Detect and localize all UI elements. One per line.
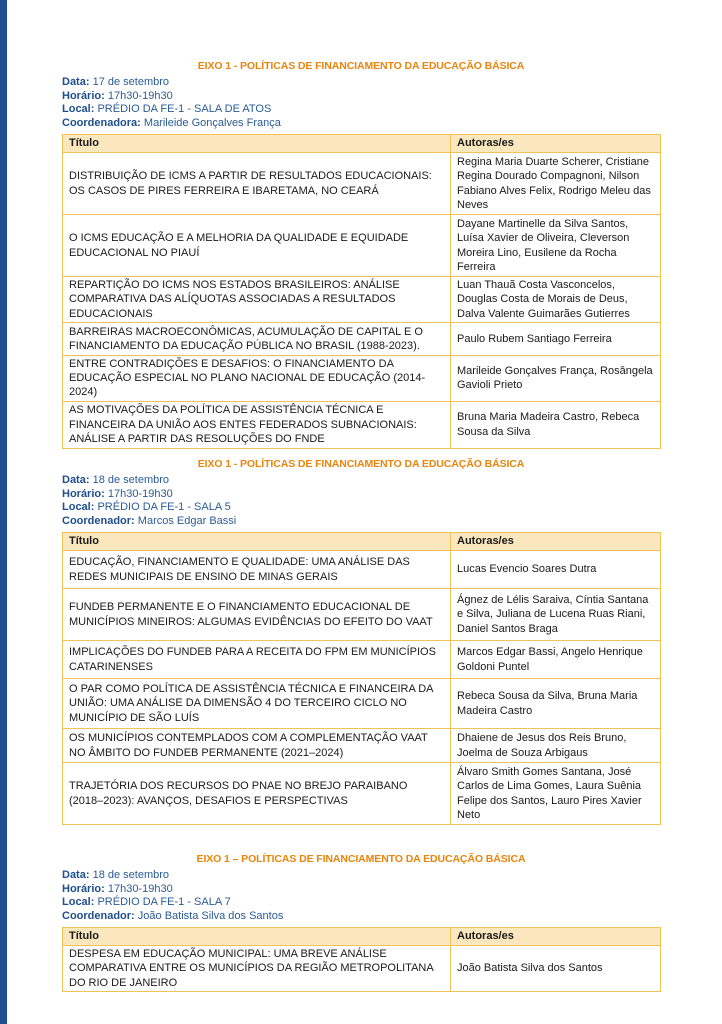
coordinator-label: Coordenador: — [62, 909, 135, 922]
date-label: Data: — [62, 869, 90, 881]
paper-authors: Luan Thauã Costa Vasconcelos, Douglas Costa de Morais de Deus, Dalva Valente Guimarães Gutierres — [451, 277, 661, 323]
table-row — [63, 679, 661, 729]
session-meta — [62, 869, 660, 923]
column-header-title: Título — [63, 135, 451, 153]
location-label: Local: — [62, 896, 95, 908]
location-label: Local: — [62, 103, 95, 115]
paper-authors: Lucas Evencio Soares Dutra — [451, 551, 661, 589]
paper-title: FUNDEB PERMANENTE E O FINANCIAMENTO EDUCACIONAL DE MUNICÍPIOS MINEIROS: ALGUMAS EVIDÊNCIAS DO EFEITO DO VAAT — [63, 589, 451, 641]
paper-title: O PAR COMO POLÍTICA DE ASSISTÊNCIA TÉCNICA E FINANCEIRA DA UNIÃO: UMA ANÁLISE DA DIMENSÃO 4 DO TERCEIRO CICLO NO MUNICÍPIO DE SÃO LUÍS — [63, 679, 451, 729]
paper-title: EDUCAÇÃO, FINANCIAMENTO E QUALIDADE: UMA ANÁLISE DAS REDES MUNICIPAIS DE ENSINO DE MINAS GERAIS — [63, 551, 451, 589]
coordinator-label: Coordenadora: — [62, 116, 141, 129]
paper-title: DESPESA EM EDUCAÇÃO MUNICIPAL: UMA BREVE ANÁLISE COMPARATIVA ENTRE OS MUNICÍPIOS DA REGIÃO METROPOLITANA DO RIO DE JANEIRO — [63, 946, 451, 992]
paper-title: IMPLICAÇÕES DO FUNDEB PARA A RECEITA DO FPM EM MUNICÍPIOS CATARINENSES — [63, 641, 451, 679]
paper-authors: Regina Maria Duarte Scherer, Cristiane Regina Dourado Compagnoni, Nilson Fabiano Alves Felix, Rodrigo Meleu das Neves — [451, 153, 661, 215]
coordinator-value: Marcos Edgar Bassi — [137, 514, 237, 527]
paper-authors: Dhaiene de Jesus dos Reis Bruno, Joelma de Souza Arbigaus — [451, 729, 661, 763]
paper-title: DISTRIBUIÇÃO DE ICMS A PARTIR DE RESULTADOS EDUCACIONAIS: OS CASOS DE PIRES FERREIRA E IBARETAMA, NO CEARÁ — [63, 153, 451, 215]
table-row — [63, 153, 661, 215]
column-header-authors: Autoras/es — [451, 135, 661, 153]
location-value: PRÉDIO DA FE-1 - SALA DE ATOS — [97, 103, 272, 115]
paper-authors: Marcos Edgar Bassi, Angelo Henrique Goldoni Puntel — [451, 641, 661, 679]
location-label: Local: — [62, 501, 95, 513]
session-block-2 — [62, 458, 660, 825]
date-label: Data: — [62, 76, 90, 88]
papers-table — [62, 927, 661, 992]
paper-title: OS MUNICÍPIOS CONTEMPLADOS COM A COMPLEMENTAÇÃO VAAT NO ÂMBITO DO FUNDEB PERMANENTE (2021–2024) — [63, 729, 451, 763]
paper-title: BARREIRAS MACROECONÔMICAS, ACUMULAÇÃO DE CAPITAL E O FINANCIAMENTO DA EDUCAÇÃO PÚBLICA NO BRASIL (1988-2023). — [63, 323, 451, 356]
time-value: 17h30-19h30 — [107, 882, 173, 895]
paper-authors: Dayane Martinelle da Silva Santos, Luísa Xavier de Oliveira, Cleverson Moreira Lino, Eusilene da Rocha Ferreira — [451, 215, 661, 277]
time-value: 17h30-19h30 — [107, 487, 173, 500]
paper-authors: Marileide Gonçalves França, Rosângela Gavioli Prieto — [451, 356, 661, 402]
table-row — [63, 946, 661, 992]
time-label: Horário: — [62, 487, 105, 500]
session-meta — [62, 76, 660, 130]
coordinator-label: Coordenador: — [62, 514, 135, 527]
paper-authors: Paulo Rubem Santiago Ferreira — [451, 323, 661, 356]
date-label: Data: — [62, 474, 90, 486]
table-row — [63, 401, 661, 448]
paper-authors: Ágnez de Lélis Saraiva, Cíntia Santana e Silva, Juliana de Lucena Ruas Riani, Daniel Santos Braga — [451, 589, 661, 641]
column-header-authors: Autoras/es — [451, 533, 661, 551]
table-header-row — [63, 533, 661, 551]
date-value: 17 de setembro — [92, 76, 170, 88]
time-label: Horário: — [62, 89, 105, 102]
time-label: Horário: — [62, 882, 105, 895]
papers-table — [62, 532, 661, 825]
paper-title: REPARTIÇÃO DO ICMS NOS ESTADOS BRASILEIROS: ANÁLISE COMPARATIVA DAS ALÍQUOTAS ASSOCIADAS A RESULTADOS EDUCACIONAIS — [63, 277, 451, 323]
session-block-1 — [62, 60, 660, 449]
column-header-title: Título — [63, 533, 451, 551]
paper-title: O ICMS EDUCAÇÃO E A MELHORIA DA QUALIDADE E EQUIDADE EDUCACIONAL NO PIAUÍ — [63, 215, 451, 277]
location-value: PRÉDIO DA FE-1 - SALA 5 — [97, 501, 231, 513]
table-row — [63, 215, 661, 277]
session-title: EIXO 1 - POLÍTICAS DE FINANCIAMENTO DA EDUCAÇÃO BÁSICA — [197, 60, 525, 72]
session-title: EIXO 1 – POLÍTICAS DE FINANCIAMENTO DA EDUCAÇÃO BÁSICA — [196, 853, 526, 865]
coordinator-value: João Batista Silva dos Santos — [137, 909, 284, 922]
table-row — [63, 551, 661, 589]
session-block-3 — [62, 853, 660, 992]
papers-table — [62, 134, 661, 449]
paper-title: ENTRE CONTRADIÇÕES E DESAFIOS: O FINANCIAMENTO DA EDUCAÇÃO ESPECIAL NO PLANO NACIONAL DE EDUCAÇÃO (2014-2024) — [63, 356, 451, 402]
table-header-row — [63, 928, 661, 946]
paper-authors: Álvaro Smith Gomes Santana, José Carlos de Lima Gomes, Laura Suênia Felipe dos Santos, Lauro Pires Xavier Neto — [451, 763, 661, 825]
left-accent-bar — [0, 0, 7, 1024]
paper-authors: Bruna Maria Madeira Castro, Rebeca Sousa da Silva — [451, 401, 661, 448]
time-value: 17h30-19h30 — [107, 89, 173, 102]
session-title: EIXO 1 - POLÍTICAS DE FINANCIAMENTO DA EDUCAÇÃO BÁSICA — [197, 458, 525, 470]
table-row — [63, 641, 661, 679]
table-header-row — [63, 135, 661, 153]
table-row — [63, 729, 661, 763]
coordinator-value: Marileide Gonçalves França — [143, 116, 281, 129]
date-value: 18 de setembro — [92, 869, 170, 881]
location-value: PRÉDIO DA FE-1 - SALA 7 — [97, 896, 231, 908]
date-value: 18 de setembro — [92, 474, 170, 486]
column-header-authors: Autoras/es — [451, 928, 661, 946]
paper-authors: João Batista Silva dos Santos — [451, 946, 661, 992]
table-row — [63, 277, 661, 323]
session-meta — [62, 474, 660, 528]
table-row — [63, 763, 661, 825]
column-header-title: Título — [63, 928, 451, 946]
paper-title: AS MOTIVAÇÕES DA POLÍTICA DE ASSISTÊNCIA TÉCNICA E FINANCEIRA DA UNIÃO AOS ENTES FEDERADOS SUBNACIONAIS: ANÁLISE A PARTIR DAS RESOLUÇÕES DO FNDE — [63, 401, 451, 448]
paper-authors: Rebeca Sousa da Silva, Bruna Maria Madeira Castro — [451, 679, 661, 729]
table-row — [63, 356, 661, 402]
table-row — [63, 323, 661, 356]
table-row — [63, 589, 661, 641]
paper-title: TRAJETÓRIA DOS RECURSOS DO PNAE NO BREJO PARAIBANO (2018–2023): AVANÇOS, DESAFIOS E PERSPECTIVAS — [63, 763, 451, 825]
